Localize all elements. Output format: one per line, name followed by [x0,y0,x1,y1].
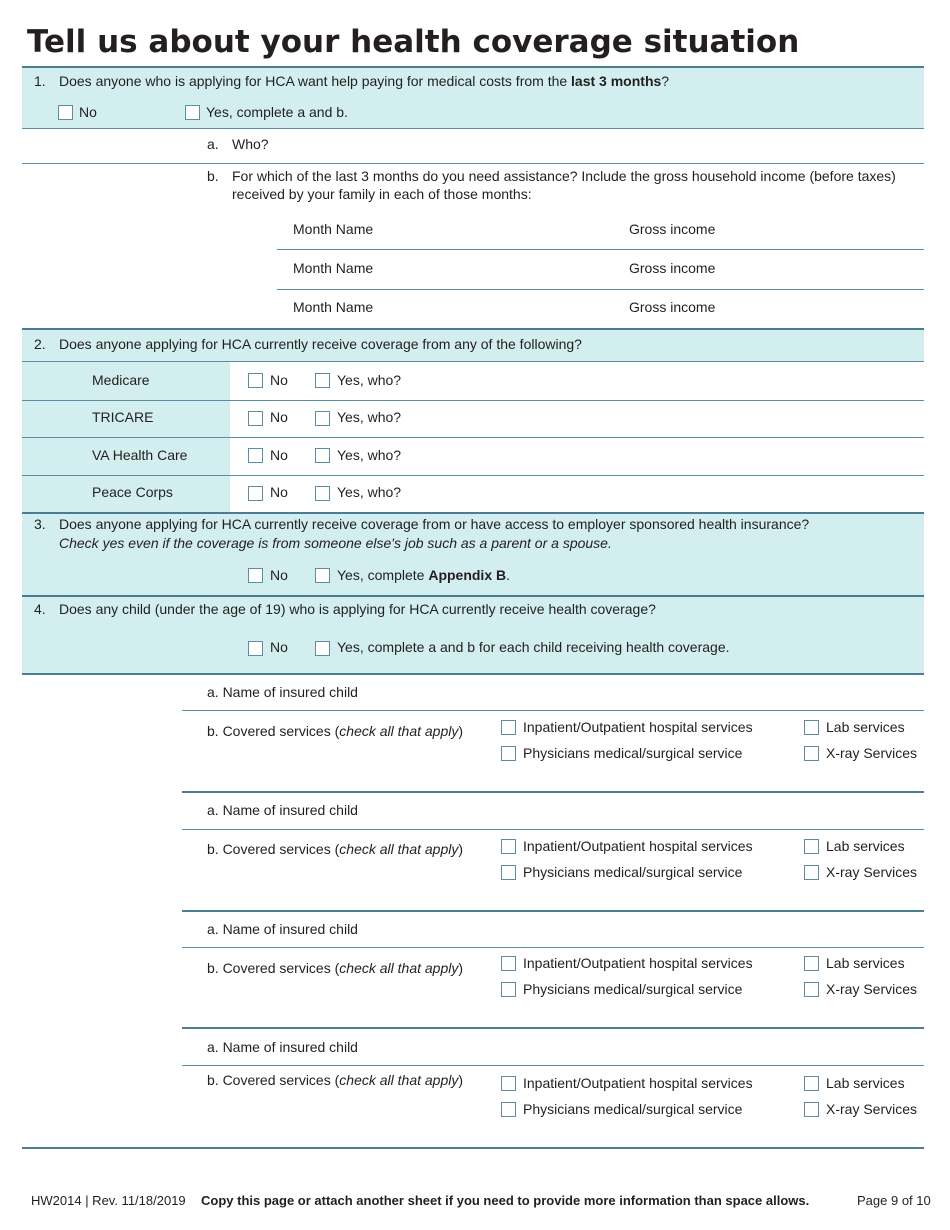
yes-checkbox[interactable] [315,411,330,426]
divider [22,163,924,164]
q1b-line1: For which of the last 3 months do you need assistance? Include the gross household income (before taxes) [232,168,896,184]
q1-number: 1. [34,73,46,89]
services-italic: check all that apply [339,723,459,739]
lab-services-checkbox[interactable] [804,1076,819,1091]
inpatient-outpatient-label: Inpatient/Outpatient hospital services [523,719,753,735]
xray-services-checkbox[interactable] [804,865,819,880]
no-label: No [270,447,288,463]
services-end: ) [458,960,464,976]
services-italic: check all that apply [339,1072,459,1088]
lab-services-checkbox[interactable] [804,839,819,854]
divider [22,673,924,675]
gross-income-field[interactable]: Gross income [629,299,716,315]
q4-number: 4. [34,601,46,617]
q3-question: Does anyone applying for HCA currently receive coverage from or have access to employer sponsored health insurance? [59,516,810,532]
lab-services-checkbox[interactable] [804,720,819,735]
inpatient-outpatient-checkbox[interactable] [501,720,516,735]
no-label: No [270,484,288,500]
month-name-field[interactable]: Month Name [293,260,374,276]
covered-services-label [207,722,463,740]
q1-no-label: No [79,104,97,120]
q1a-who-field[interactable]: Who? [232,136,269,152]
divider [22,512,924,514]
physicians-label: Physicians medical/surgical service [523,745,743,761]
q1a-letter: a. [207,136,219,152]
month-name-field[interactable]: Month Name [293,221,374,237]
child-name-field[interactable]: a. Name of insured child [207,802,358,818]
covered-services-label [207,959,463,977]
xray-services-label: X-ray Services [826,981,918,997]
inpatient-outpatient-checkbox[interactable] [501,956,516,971]
divider [182,791,924,793]
services-italic: check all that apply [339,841,459,857]
physicians-label: Physicians medical/surgical service [523,1101,743,1117]
page-title: Tell us about your health coverage situation [27,24,800,60]
divider [182,1065,924,1066]
lab-services-label: Lab services [826,838,905,854]
month-name-field[interactable]: Month Name [293,299,374,315]
services-text: b. Covered services ( [207,960,340,976]
divider [182,947,924,948]
yes-checkbox[interactable] [315,486,330,501]
coverage-label: TRICARE [92,409,154,425]
divider [182,710,924,711]
inpatient-outpatient-label: Inpatient/Outpatient hospital services [523,838,753,854]
q3-yes-end: . [506,567,510,583]
no-checkbox[interactable] [248,486,263,501]
q1-yes-label: Yes, complete a and b. [206,104,348,120]
no-label: No [270,372,288,388]
coverage-label: Medicare [92,372,150,388]
inpatient-outpatient-checkbox[interactable] [501,1076,516,1091]
gross-income-field[interactable]: Gross income [629,221,716,237]
q3-yes-label [337,566,510,584]
xray-services-label: X-ray Services [826,864,918,880]
q4-question: Does any child (under the age of 19) who is applying for HCA currently receive health coverage? [59,601,656,617]
services-text: b. Covered services ( [207,723,340,739]
footer-note: Copy this page or attach another sheet if you need to provide more information than space allows. [201,1193,810,1208]
gross-income-field[interactable]: Gross income [629,260,716,276]
no-checkbox[interactable] [248,448,263,463]
appendix-b: Appendix B [428,567,507,583]
xray-services-label: X-ray Services [826,1101,918,1117]
divider [22,437,924,438]
no-checkbox[interactable] [248,373,263,388]
q3-note: Check yes even if the coverage is from someone else's job such as a parent or a spouse. [59,535,612,551]
q1-no-checkbox[interactable] [58,105,73,120]
q4-yes-label: Yes, complete a and b for each child receiving health coverage. [337,639,730,655]
lab-services-checkbox[interactable] [804,956,819,971]
divider [22,400,924,401]
q3-number: 3. [34,516,46,532]
physicians-checkbox[interactable] [501,865,516,880]
divider [277,289,924,290]
lab-services-label: Lab services [826,1075,905,1091]
divider [22,328,924,330]
divider [182,910,924,912]
xray-services-checkbox[interactable] [804,746,819,761]
q2-number: 2. [34,336,46,352]
page-number: Page 9 of 10 [857,1193,931,1208]
q1-yes-checkbox[interactable] [185,105,200,120]
form-number: HW2014 | Rev. 11/18/2019 [31,1193,186,1208]
physicians-label: Physicians medical/surgical service [523,864,743,880]
covered-services-label [207,1071,463,1089]
yes-label: Yes, who? [337,409,402,425]
physicians-checkbox[interactable] [501,746,516,761]
child-name-field[interactable]: a. Name of insured child [207,1039,358,1055]
inpatient-outpatient-label: Inpatient/Outpatient hospital services [523,955,753,971]
child-name-field[interactable]: a. Name of insured child [207,921,358,937]
q2-question: Does anyone applying for HCA currently receive coverage from any of the following? [59,336,582,352]
q1b-letter: b. [207,168,219,184]
services-end: ) [458,841,464,857]
q3-yes-checkbox[interactable] [315,568,330,583]
services-text: b. Covered services ( [207,1072,340,1088]
q4-yes-checkbox[interactable] [315,641,330,656]
physicians-checkbox[interactable] [501,1102,516,1117]
q1-text: Does anyone who is applying for HCA want help paying for medical costs from the [59,73,572,89]
divider [182,1027,924,1029]
physicians-checkbox[interactable] [501,982,516,997]
child-name-field[interactable]: a. Name of insured child [207,684,358,700]
divider [22,361,924,362]
divider [277,249,924,250]
xray-services-checkbox[interactable] [804,1102,819,1117]
yes-checkbox[interactable] [315,448,330,463]
q4-no-label: No [270,639,288,655]
divider [182,829,924,830]
q1b-line2: received by your family in each of those months: [232,186,532,202]
services-end: ) [458,1072,464,1088]
divider [22,128,924,129]
divider [22,1147,924,1149]
q3-yes-text: Yes, complete [337,567,429,583]
inpatient-outpatient-label: Inpatient/Outpatient hospital services [523,1075,753,1091]
q1-end: ? [661,73,670,89]
services-text: b. Covered services ( [207,841,340,857]
inpatient-outpatient-checkbox[interactable] [501,839,516,854]
q1-bold: last 3 months [571,73,662,89]
q3-no-label: No [270,567,288,583]
yes-label: Yes, who? [337,484,402,500]
services-end: ) [458,723,464,739]
q4-no-checkbox[interactable] [248,641,263,656]
xray-services-checkbox[interactable] [804,982,819,997]
coverage-label: Peace Corps [92,484,173,500]
divider [22,475,924,476]
xray-services-label: X-ray Services [826,745,918,761]
no-label: No [270,409,288,425]
services-italic: check all that apply [339,960,459,976]
divider [22,66,924,68]
q1-question [59,72,669,90]
lab-services-label: Lab services [826,955,905,971]
physicians-label: Physicians medical/surgical service [523,981,743,997]
yes-checkbox[interactable] [315,373,330,388]
q3-no-checkbox[interactable] [248,568,263,583]
divider [22,595,924,597]
no-checkbox[interactable] [248,411,263,426]
yes-label: Yes, who? [337,447,402,463]
lab-services-label: Lab services [826,719,905,735]
covered-services-label [207,840,463,858]
yes-label: Yes, who? [337,372,402,388]
coverage-label: VA Health Care [92,447,188,463]
